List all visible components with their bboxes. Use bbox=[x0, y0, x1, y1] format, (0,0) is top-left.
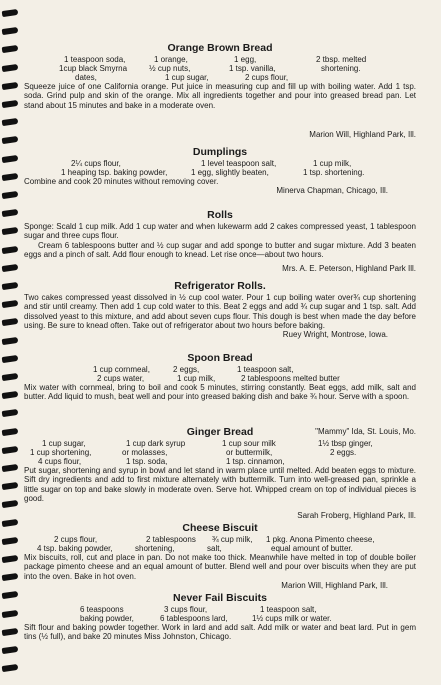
ingredient: 1 level teaspoon salt, bbox=[201, 159, 277, 168]
ingredient: 1 heaping tsp. baking powder, bbox=[61, 168, 168, 177]
recipe-directions-continued: Cream 6 tablespoons butter and ½ cup sugar and add sponge to butter and sugar mixture. Add 3 beaten eggs and a pinch of salt. Add flour enough to knead. Let rise once—about two hours. bbox=[24, 240, 416, 259]
ingredient: baking powder, bbox=[80, 614, 134, 623]
binding-ring bbox=[2, 318, 19, 326]
binding-ring bbox=[2, 118, 19, 126]
binding-ring bbox=[2, 246, 19, 254]
recipe-title: Cheese Biscuit bbox=[182, 522, 258, 534]
recipe-rolls bbox=[24, 209, 416, 259]
ingredient: 4 tsp. baking powder, bbox=[37, 544, 113, 553]
ingredient: 1 pkg. Anona Pimento cheese, bbox=[266, 535, 375, 544]
binding-ring bbox=[2, 391, 19, 399]
recipe-title: Refrigerator Rolls. bbox=[174, 280, 266, 292]
ingredient: 6 teaspoons bbox=[80, 605, 124, 614]
binding-ring bbox=[2, 628, 19, 636]
ingredient bbox=[322, 457, 402, 466]
ingredients-list bbox=[24, 439, 416, 466]
recipe-directions: Sponge: Scald 1 cup milk. Add 1 cup water and when lukewarm add 2 cakes compressed yeast, 1 tablespoon sugar and three cups flour. bbox=[24, 222, 416, 241]
recipe-attribution-inline: Miss Johnston, Chicago. bbox=[144, 632, 232, 642]
ingredient: 2 tablespoons bbox=[146, 535, 196, 544]
binding-ring bbox=[2, 27, 19, 35]
binding-ring bbox=[2, 227, 19, 235]
binding-ring bbox=[2, 537, 19, 545]
binding-ring bbox=[2, 282, 19, 290]
recipe-directions: Mix water with cornmeal, bring to boil and cook 5 minutes, stirring constantly. Beat eggs, add milk, salt and butter. Add liquid to mush, beat well and pour into greased baking dish and bake ¾ hour. Serve with a spoon. bbox=[24, 383, 416, 402]
recipe-title: Rolls bbox=[207, 209, 233, 221]
ingredient: 2 tablespoons melted butter bbox=[241, 374, 340, 383]
ingredient: 1 cup sugar, bbox=[165, 73, 209, 82]
ingredient: salt, bbox=[207, 544, 222, 553]
binding-ring bbox=[2, 482, 19, 490]
ingredient: 6 tablespoons lard, bbox=[160, 614, 228, 623]
ingredient: 2 eggs, bbox=[173, 365, 200, 374]
recipe-attribution: Marion Will, Highland Park, Ill. bbox=[281, 580, 388, 590]
recipe-never-fail-biscuits bbox=[24, 592, 416, 642]
binding-ring bbox=[2, 82, 19, 90]
recipe-directions: Mix biscuits, roll, cut and place in pan. Do not make too thick. Meanwhile have melted in top of double boiler package pimento cheese and an equal amount of butter. Blend well and pour over biscuits when they are put into the oven. Bake in hot oven. bbox=[24, 553, 416, 581]
binding-ring bbox=[2, 100, 19, 108]
binding-ring bbox=[2, 300, 19, 308]
ingredient: 1cup black Smyrna bbox=[59, 64, 128, 73]
ingredient: 1 tsp. vanilla, bbox=[229, 64, 276, 73]
binding-ring bbox=[2, 9, 19, 17]
recipe-attribution: Sarah Froberg, Highland Park, Ill. bbox=[297, 511, 416, 520]
ingredient: 2 eggs. bbox=[330, 448, 357, 457]
ingredient: or molasses, bbox=[122, 448, 168, 457]
binding-ring bbox=[2, 664, 19, 672]
binding-ring bbox=[2, 555, 19, 563]
recipe-directions: Combine and cook 20 minutes without removing cover. bbox=[24, 177, 219, 186]
binding-ring bbox=[2, 191, 19, 199]
recipe-title: Orange Brown Bread bbox=[167, 42, 273, 54]
binding-ring bbox=[2, 573, 19, 581]
ingredient: 1½ tbsp ginger, bbox=[318, 439, 373, 448]
ingredient: 1 egg, bbox=[234, 55, 257, 64]
ingredient: 2 cups flour, bbox=[54, 535, 98, 544]
ingredient: 3 cups flour, bbox=[164, 605, 208, 614]
binding-ring bbox=[2, 355, 19, 363]
ingredient: 1 cup shortening, bbox=[30, 448, 92, 457]
ingredient: 4 cups flour, bbox=[38, 457, 82, 466]
ingredient: or buttermilk, bbox=[226, 448, 273, 457]
binding-ring bbox=[2, 264, 19, 272]
recipe-spoon-bread bbox=[24, 352, 416, 402]
recipe-dumplings bbox=[24, 146, 416, 196]
ingredient bbox=[327, 73, 405, 82]
binding-ring bbox=[2, 500, 19, 508]
recipe-title: Spoon Bread bbox=[187, 352, 253, 364]
binding-ring bbox=[2, 446, 19, 454]
ingredient: ¾ cup milk, bbox=[212, 535, 253, 544]
recipe-directions: Two cakes compressed yeast dissolved in ½ cup cool water. Pour 1 cup boiling water over¾ cup shortening and stir until creamy. Then add 1 cup cold water to this. Beat 2 eggs and add ¾ cup sugar and 1 tsp. salt. Add dissolved yeast to this mixture, and add about seven cups flour. This dough is best when made the day before using. Be sure to knead often. Take out of refrigerator about two hours before baking. bbox=[24, 293, 416, 330]
ingredient: 1 cup sour milk bbox=[222, 439, 276, 448]
binding-ring bbox=[2, 409, 19, 417]
recipe-title: Dumplings bbox=[192, 146, 248, 158]
ingredients-list bbox=[24, 365, 416, 383]
ingredients-list bbox=[24, 55, 416, 82]
ingredient: 2 cups water, bbox=[97, 374, 145, 383]
ingredient: dates, bbox=[75, 73, 97, 82]
binding-ring bbox=[2, 337, 19, 345]
spiral-binding bbox=[0, 0, 22, 685]
ingredient: 1 cup dark syrup bbox=[126, 439, 186, 448]
recipe-title: Ginger Bread bbox=[186, 426, 254, 438]
ingredient: shortening. bbox=[321, 64, 361, 73]
ingredient: 1 egg, slightly beaten, bbox=[191, 168, 269, 177]
recipe-orange-brown-bread bbox=[24, 42, 416, 110]
ingredient: 1 orange, bbox=[154, 55, 188, 64]
ingredient: equal amount of butter. bbox=[271, 544, 353, 553]
ingredient: ½ cup nuts, bbox=[149, 64, 191, 73]
ingredient: 1 cup milk, bbox=[313, 159, 352, 168]
recipe-attribution: "Mammy" Ida, St. Louis, Mo. bbox=[315, 427, 416, 436]
ingredient: 1 tsp. cinnamon, bbox=[226, 457, 285, 466]
ingredient: shortening, bbox=[135, 544, 175, 553]
binding-ring bbox=[2, 155, 19, 163]
binding-ring bbox=[2, 428, 19, 436]
recipe-refrigerator-rolls bbox=[24, 280, 416, 339]
recipe-directions bbox=[24, 623, 416, 642]
recipe-attribution: Ruey Wright, Montrose, Iowa. bbox=[282, 330, 388, 340]
recipe-attribution: Minerva Chapman, Chicago, Ill. bbox=[276, 186, 388, 196]
ingredient: 1 teaspoon salt, bbox=[260, 605, 317, 614]
ingredients-list bbox=[24, 605, 416, 623]
binding-ring bbox=[2, 173, 19, 181]
ingredient: 1 cup cornmeal, bbox=[93, 365, 150, 374]
binding-ring bbox=[2, 373, 19, 381]
ingredient: 1½ cups milk or water. bbox=[252, 614, 332, 623]
binding-ring bbox=[2, 464, 19, 472]
binding-ring bbox=[2, 591, 19, 599]
ingredients-list bbox=[24, 535, 416, 553]
recipe-title: Never Fail Biscuits bbox=[173, 592, 267, 604]
ingredient: 2¼ cups flour, bbox=[71, 159, 121, 168]
binding-ring bbox=[2, 64, 19, 72]
recipe-directions: Put sugar, shortening and syrup in bowl and let stand in warm place until melted. Add beaten eggs to mixture. Sift dry ingredients and add to first mixture alternately with buttermilk. Turn into well-greased pan, sprinkle a little sugar on top and bake slowly in moderate oven. Serve hot. Whipped cream on top of individual pieces is good. bbox=[24, 466, 416, 503]
ingredient: 1 cup milk, bbox=[177, 374, 216, 383]
binding-ring bbox=[2, 209, 19, 217]
ingredient: 2 cups flour, bbox=[245, 73, 289, 82]
recipe-cheese-biscuit bbox=[24, 522, 416, 590]
binding-ring bbox=[2, 136, 19, 144]
binding-ring bbox=[2, 610, 19, 618]
binding-ring bbox=[2, 519, 19, 527]
ingredient: 1 tsp. shortening. bbox=[303, 168, 365, 177]
recipe-attribution: Mrs. A. E. Peterson, Highland Park Ill. bbox=[282, 264, 416, 273]
ingredient: 1 cup sugar, bbox=[42, 439, 86, 448]
ingredients-list bbox=[24, 159, 416, 177]
ingredient: 1 teaspoon salt, bbox=[237, 365, 294, 374]
ingredient: 1 tsp. soda, bbox=[126, 457, 168, 466]
binding-ring bbox=[2, 45, 19, 53]
recipe-directions-text: Sift flour and baking powder together. Work in lard and add salt. Add milk or water and beat lard. Put in gem tins (½ full), and bake 20 minutes bbox=[24, 623, 416, 642]
recipe-directions: Squeeze juice of one California orange. Put juice in measuring cup and fill up with boiling water. Add 1 tsp. soda. Grind pulp and skin of the orange. Mix all ingredients together and pour into greased bread pan. Let stand about 15 minutes and bake in a moderate oven. bbox=[24, 82, 416, 110]
binding-ring bbox=[2, 646, 19, 654]
recipe-ginger-bread bbox=[24, 426, 416, 503]
ingredient: 2 tbsp. melted bbox=[316, 55, 367, 64]
ingredient: 1 teaspoon soda, bbox=[64, 55, 126, 64]
recipe-attribution: Marion Will, Highland Park, Ill. bbox=[309, 130, 416, 139]
